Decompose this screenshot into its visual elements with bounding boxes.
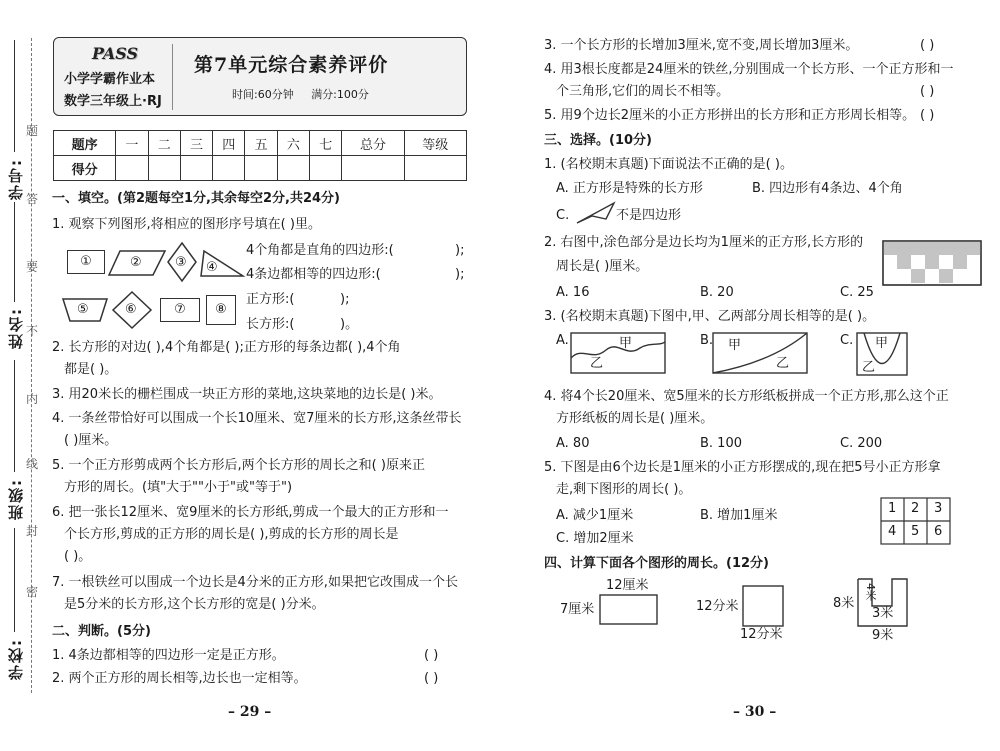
score-cell: 总分 <box>342 131 404 156</box>
answer-prompt: 4条边都相等的四边形:( <box>246 267 381 282</box>
question-text: 周长是( )厘米。 <box>556 259 649 274</box>
score-cell: 得分 <box>54 156 116 181</box>
question-text: 个长方形,剪成的正方形的周长是( ),剪成的长方形的周长是 <box>64 527 399 542</box>
choice-option[interactable]: A. <box>556 333 569 348</box>
score-entry[interactable] <box>116 156 148 181</box>
region-label: 甲 <box>875 336 889 351</box>
score-entry[interactable] <box>180 156 212 181</box>
question-text: 1. 4条边都相等的四边形一定是正方形。 <box>52 648 285 663</box>
question-text: ( )厘米。 <box>64 433 118 448</box>
cutline-char: 内 <box>26 392 39 406</box>
time-limit: 时间:60分钟 <box>232 88 294 101</box>
grid-cell-number: 1 <box>888 501 897 516</box>
score-table-header-row <box>54 131 467 156</box>
score-table <box>53 130 467 181</box>
shape-number: ④ <box>206 260 218 275</box>
shaded-rectangle-figure <box>882 240 982 286</box>
question-text: 2. 两个正方形的周长相等,边长也一定相等。 <box>52 671 307 686</box>
judge-answer-box[interactable]: ( ) <box>920 38 935 53</box>
name-blank[interactable] <box>14 202 15 302</box>
paren-close: )。 <box>340 317 359 332</box>
paren-close: ); <box>340 292 350 307</box>
grid-cell-number: 3 <box>934 501 943 516</box>
worksheet-header <box>53 37 467 116</box>
region-label: 乙 <box>862 360 876 375</box>
question-text: 3. 用20米长的栅栏围成一块正方形的菜地,这块菜地的边长是( )米。 <box>52 387 442 402</box>
grid-cell-number: 2 <box>911 501 920 516</box>
dimension-label: 4米 <box>864 583 877 601</box>
dimension-label: 8米 <box>833 596 855 611</box>
question-text: 1. (名校期末真题)下面说法不正确的是( )。 <box>544 157 793 172</box>
region-label: 乙 <box>590 356 604 371</box>
cutline-char: 不 <box>26 324 39 338</box>
choice-option[interactable]: B. 100 <box>700 436 742 451</box>
question-text: 5. 用9个边长2厘米的小正方形拼出的长方形和正方形周长相等。 <box>544 108 916 123</box>
question-text: 7. 一根铁丝可以围成一个边长是4分米的正方形,如果把它改围成一个长 <box>52 575 458 590</box>
page-number: – 30 – <box>733 704 777 720</box>
region-label: 乙 <box>776 356 790 371</box>
choice-option[interactable]: A. 正方形是特殊的长方形 <box>556 181 703 196</box>
question-text: 5. 一个正方形剪成两个长方形后,两个长方形的周长之和( )原来正 <box>52 458 425 473</box>
region-label: 甲 <box>728 338 742 353</box>
score-entry[interactable] <box>342 156 404 181</box>
dimension-label: 12分米 <box>740 627 783 642</box>
cutline-char: 密 <box>26 585 39 599</box>
full-score: 满分:100分 <box>311 88 369 101</box>
cutline-char: 答 <box>26 192 39 206</box>
question-text: 走,剩下图形的周长( )。 <box>556 482 692 497</box>
score-cell: 题序 <box>54 131 116 156</box>
paren-close: ); <box>455 243 465 258</box>
exam-meta <box>232 86 369 102</box>
question-text: 2. 长方形的对边( ),4个角都是( );正方形的每条边都( ),4个角 <box>52 340 401 355</box>
judge-answer-box[interactable]: ( ) <box>920 108 935 123</box>
paren-close: ); <box>455 267 465 282</box>
cutline-char: 要 <box>26 260 39 274</box>
class-blank[interactable] <box>14 360 15 472</box>
section-title: 四、计算下面各个图形的周长。(12分) <box>544 556 769 571</box>
grid-cell-number: 6 <box>934 524 943 539</box>
score-cell: 七 <box>310 131 342 156</box>
choice-option[interactable]: A. 减少1厘米 <box>556 508 634 523</box>
choice-option[interactable]: C. 25 <box>840 285 874 300</box>
region-label: 甲 <box>619 336 633 351</box>
answer-prompt: 4个角都是直角的四边形:( <box>246 243 394 258</box>
dimension-label: 9米 <box>872 628 894 643</box>
brand-name: 小学学霸作业本 <box>64 72 156 87</box>
header-divider <box>172 44 173 110</box>
score-cell: 等级 <box>404 131 466 156</box>
score-cell: 二 <box>148 131 180 156</box>
question-text: 5. 下图是由6个边长是1厘米的小正方形摆成的,现在把5号小正方形拿 <box>544 460 941 475</box>
score-cell: 四 <box>213 131 245 156</box>
shape-number: ② <box>130 255 142 270</box>
question-text: 个三角形,它们的周长不相等。 <box>556 84 730 99</box>
dimension-label: 12厘米 <box>606 578 649 593</box>
choice-option[interactable]: C. 增加2厘米 <box>556 531 634 546</box>
concave-quadrilateral-figure <box>576 202 616 224</box>
student-id-label: 学号: <box>7 158 25 200</box>
section-title: 一、填空。(第2题每空1分,其余每空2分,共24分) <box>52 191 340 206</box>
choice-option[interactable]: A. 16 <box>556 285 590 300</box>
score-entry[interactable] <box>310 156 342 181</box>
perimeter-square-figure <box>742 585 784 627</box>
question-text: ( )。 <box>64 549 92 564</box>
student-id-blank[interactable] <box>14 40 15 152</box>
pass-logo: PASS <box>92 44 139 63</box>
section-title: 二、判断。(5分) <box>52 624 151 639</box>
choice-option[interactable]: B. 四边形有4条边、4个角 <box>752 181 903 196</box>
grid-cell-number: 5 <box>911 524 920 539</box>
question-text: 4. 用3根长度都是24厘米的铁丝,分别围成一个长方形、一个正方形和一 <box>544 62 954 77</box>
score-entry[interactable] <box>148 156 180 181</box>
choice-option[interactable]: B. 增加1厘米 <box>700 508 778 523</box>
question-text: 6. 把一张长12厘米、宽9厘米的长方形纸,剪成一个最大的正方形和一 <box>52 505 449 520</box>
score-table-score-row <box>54 156 467 181</box>
dimension-label: 7厘米 <box>560 602 595 617</box>
choice-option[interactable]: A. 80 <box>556 436 590 451</box>
choice-option[interactable]: C. 200 <box>840 436 883 451</box>
shape-number: ⑥ <box>125 302 137 317</box>
choice-option-text: 不是四边形 <box>616 208 682 223</box>
question-text: 是5分米的长方形,这个长方形的宽是( )分米。 <box>64 597 325 612</box>
choice-option[interactable]: C. <box>556 208 570 223</box>
score-entry[interactable] <box>404 156 466 181</box>
school-label: 学校: <box>7 638 25 680</box>
class-label: 班级: <box>7 478 25 520</box>
grid-cell-number: 4 <box>888 524 897 539</box>
cutline-char: 题 <box>26 124 39 138</box>
question-text: 1. 观察下列图形,将相应的图形序号填在( )里。 <box>52 217 321 232</box>
question-text: 3. 一个长方形的长增加3厘米,宽不变,周长增加3厘米。 <box>544 38 859 53</box>
shape-rectangle-1: ① <box>67 250 105 274</box>
question-text: 方形的周长。(填"大于""小于"或"等于") <box>64 480 293 495</box>
shape-square-8: ⑧ <box>206 295 236 325</box>
grade-label: 数学三年级上·RJ <box>64 94 162 109</box>
cutline-char: 线 <box>26 457 39 471</box>
judge-answer-box[interactable]: ( ) <box>424 671 439 686</box>
shape-rectangle-7: ⑦ <box>160 298 200 322</box>
choice-option[interactable]: B. 20 <box>700 285 734 300</box>
cutline-char: 封 <box>26 524 39 538</box>
school-blank[interactable] <box>14 528 15 632</box>
judge-answer-box[interactable]: ( ) <box>424 648 439 663</box>
name-label: 姓名: <box>7 307 25 349</box>
question-text: 方形纸板的周长是( )厘米。 <box>556 411 714 426</box>
answer-prompt: 长方形:( <box>246 317 295 332</box>
score-entry[interactable] <box>213 156 245 181</box>
question-text: 3. (名校期末真题)下图中,甲、乙两部分周长相等的是( )。 <box>544 309 876 324</box>
shape-number: ③ <box>175 255 187 270</box>
question-text: 2. 右图中,涂色部分是边长均为1厘米的正方形,长方形的 <box>544 235 864 250</box>
perimeter-rectangle-figure <box>599 594 659 626</box>
question-text: 都是( )。 <box>64 362 118 377</box>
figure-b-curve-split <box>712 332 808 374</box>
page-title: 第7单元综合素养评价 <box>194 54 389 76</box>
page-30 <box>500 0 1000 751</box>
score-cell: 三 <box>180 131 212 156</box>
choice-option[interactable]: B. <box>700 333 714 348</box>
dimension-label: 12分米 <box>696 599 739 614</box>
figure-a-wavy-split <box>570 332 666 374</box>
score-entry[interactable] <box>277 156 309 181</box>
score-cell: 六 <box>277 131 309 156</box>
question-text: 4. 将4个长20厘米、宽5厘米的长方形纸板拼成一个正方形,那么这个正 <box>544 389 949 404</box>
judge-answer-box[interactable]: ( ) <box>920 84 935 99</box>
question-text: 4. 一条丝带恰好可以围成一个长10厘米、宽7厘米的长方形,这条丝带长 <box>52 411 462 426</box>
score-cell: 一 <box>116 131 148 156</box>
score-cell: 五 <box>245 131 277 156</box>
section-title: 三、选择。(10分) <box>544 133 652 148</box>
choice-option[interactable]: C. <box>840 333 854 348</box>
dimension-label: 3米 <box>872 606 894 621</box>
page-number: – 29 – <box>228 704 272 720</box>
score-entry[interactable] <box>245 156 277 181</box>
shape-number: ⑤ <box>77 302 89 317</box>
answer-prompt: 正方形:( <box>246 292 295 307</box>
